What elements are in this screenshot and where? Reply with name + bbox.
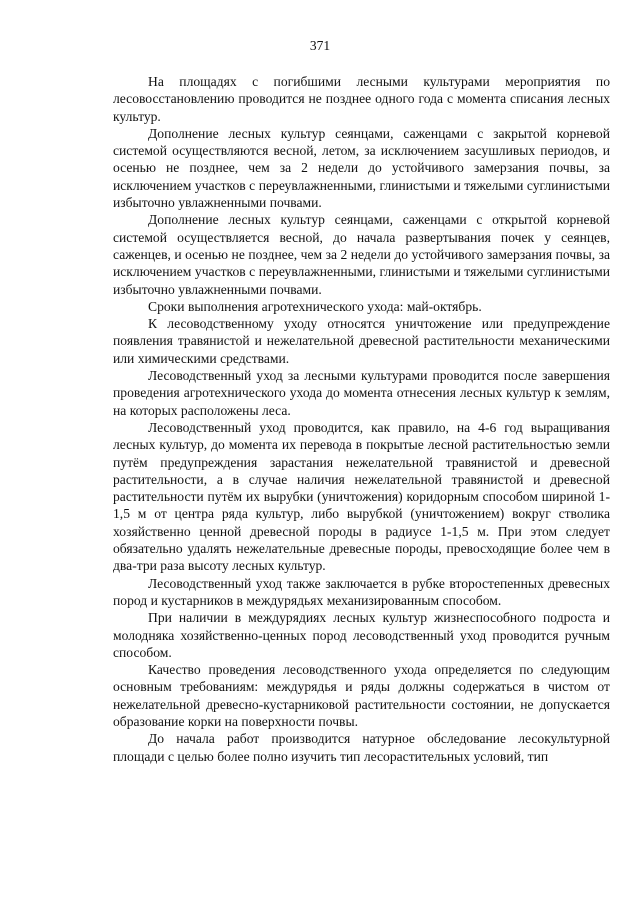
paragraph: Сроки выполнения агротехнического ухода: май-октябрь.	[148, 298, 482, 314]
paragraph: Лесоводственный уход проводится, как правило, на 4-6 год выращивания лесных культур, до момента их перевода в покрытые лесной растительностью земли путём предупреждения зарастания нежелательной травянистой и древесной растительности, а в случае наличия нежелательной травянистой и древесной растительности путём их вырубки (уничтожения) коридорным способом шириной 1-1,5 м от центра ряда культур, либо вырубкой (уничтожением) вокруг стволика хозяйственно ценной древесной породы в радиусе 1-1,5 м. При этом следует обязательно удалять нежелательные древесные породы, превосходящие более чем в два-три раза высоту лесных культур.	[113, 419, 610, 574]
paragraph: На площадях с погибшими лесными культурами мероприятия по лесовосстановлению проводится не позднее одного года с момента списания лесных культур.	[113, 74, 610, 124]
paragraph: Лесоводственный уход за лесными культурами проводится после завершения проведения агротехнического ухода до момента отнесения лесных культур к землям, на которых расположены леса.	[113, 368, 610, 418]
document-body	[113, 73, 610, 765]
page-number: 371	[309, 38, 331, 53]
paragraph: К лесоводственному уходу относятся уничтожение или предупреждение появления травянистой и нежелательной древесной растительности механическими или химическими средствами.	[113, 316, 610, 366]
paragraph: До начала работ производится натурное обследование лесокультурной площади с целью более полно изучить тип лесорастительных условий, тип	[113, 731, 610, 764]
paragraph: Дополнение лесных культур сеянцами, саженцами с закрытой корневой системой осуществляются весной, летом, за исключением засушливых периодов, и осенью не позднее, чем за 2 недели до устойчивого замерзания почвы, за исключением участков с переувлажненными, глинистыми и тяжелыми суглинистыми избыточно увлажненными почвами.	[113, 125, 610, 211]
paragraph: Качество проведения лесоводственного ухода определяется по следующим основным требованиям: междурядья и ряды должны содержаться в чистом от нежелательной древесно-кустарниковой растительности состоянии, не допускается образование корки на поверхности почвы.	[113, 662, 610, 729]
paragraph: Дополнение лесных культур сеянцами, саженцами с открытой корневой системой осуществляется весной, до начала развертывания почек у сеянцев, саженцев, и осенью не позднее, чем за 2 недели до устойчивого замерзания почвы, за исключением участков с переувлажненными, глинистыми и тяжелыми суглинистыми избыточно увлажненными почвами.	[113, 212, 610, 297]
paragraph: Лесоводственный уход также заключается в рубке второстепенных древесных пород и кустарников в междурядьях механизированным способом.	[113, 575, 610, 608]
paragraph: При наличии в междурядиях лесных культур жизнеспособного подроста и молодняка хозяйственно-ценных пород лесоводственный уход проводится ручным способом.	[113, 610, 610, 660]
